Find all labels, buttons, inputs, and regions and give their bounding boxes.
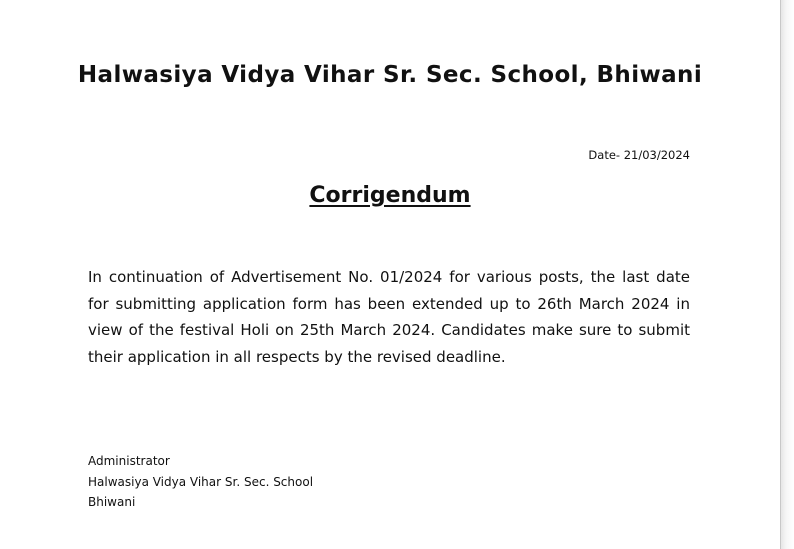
signature-city: Bhiwani	[88, 495, 136, 509]
page-edge-shadow	[781, 0, 794, 549]
signature-organization: Halwasiya Vidya Vihar Sr. Sec. School	[88, 474, 314, 489]
date-line: Date- 21/03/2024	[588, 148, 690, 162]
signature-designation: Administrator	[88, 454, 170, 468]
corrigendum-title: Corrigendum	[309, 183, 471, 208]
signature-block	[88, 451, 488, 513]
school-name-heading: Halwasiya Vidya Vihar Sr. Sec. School, Bhiwani	[77, 62, 703, 88]
corrigendum-body: In continuation of Advertisement No. 01/2024 for various posts, the last date for submitting application form has been extended up to 26th March 2024 in view of the festival Holi on 25th March 2024. Candidates make sure to submit their application in all respects by the revised deadline.	[88, 268, 690, 366]
